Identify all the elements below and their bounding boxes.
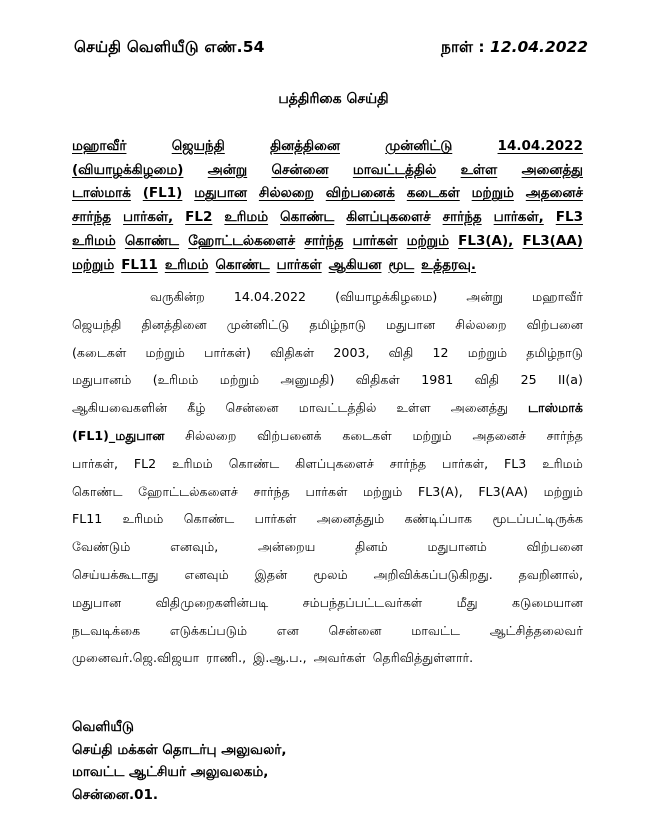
word: தினத்தினை	[270, 138, 340, 154]
word: ஆகியவைகளின்	[72, 400, 168, 416]
word: சார்ந்த	[253, 483, 290, 499]
word: பார்கள்	[352, 232, 398, 249]
word: நடவடிக்கை	[72, 622, 141, 638]
word: ஆகியன	[328, 256, 382, 273]
word: எடுக்கப்படும்	[169, 622, 248, 638]
signature-line: செய்தி மக்கள் தொடர்பு அலுவலர்,	[72, 741, 287, 758]
body-line	[72, 561, 583, 589]
word: முனைவர்.ஜெ.விஜயா	[72, 650, 200, 666]
word: கொண்ட	[215, 256, 270, 273]
word: ஹோட்டல்களைச்	[138, 483, 238, 499]
signature-block	[72, 716, 286, 806]
word: விதிகள்	[355, 372, 400, 388]
word: மதுபான	[194, 185, 247, 202]
word: பார்கள்)	[204, 344, 251, 360]
subject-line	[72, 182, 583, 206]
body-line	[72, 589, 583, 617]
body-line	[72, 339, 583, 367]
word: விற்பனை	[526, 539, 583, 555]
word: அன்று	[466, 289, 504, 304]
word: அவர்கள்	[313, 650, 366, 666]
signature-line: வெளியீடு	[72, 719, 134, 735]
word: II(a)	[557, 372, 583, 388]
word: மற்றும்	[72, 256, 115, 273]
word: FL3(AA)	[478, 483, 528, 499]
word: (வியாழக்கிழமை)	[335, 289, 438, 304]
word: தினம்	[355, 539, 388, 555]
body-line	[72, 644, 583, 672]
word: கீழ்	[187, 400, 206, 416]
word: மற்றும்	[219, 372, 260, 388]
word: டாஸ்மாக்	[528, 400, 583, 416]
body-line	[72, 366, 583, 394]
word: உரிமம்	[172, 455, 213, 471]
subject-line	[72, 159, 583, 183]
word: சென்னை	[328, 622, 382, 638]
release-number: செய்தி வெளியீடு எண்.54	[74, 38, 265, 56]
word: ஹோட்டல்களைச்	[188, 232, 296, 249]
word: ராணி.,	[206, 650, 247, 666]
word: டாஸ்மாக்	[72, 185, 131, 202]
subject-line	[72, 230, 583, 254]
word: தமிழ்நாடு	[309, 316, 366, 332]
word: கொண்ட	[124, 232, 180, 249]
body-line	[72, 450, 583, 478]
word: மீது	[456, 594, 478, 610]
word: விதி	[474, 372, 500, 388]
word: விதி	[388, 344, 414, 360]
word: மற்றும்	[145, 344, 185, 360]
word: அனைத்து	[521, 161, 583, 178]
word: எனவும்	[184, 566, 229, 582]
signature-line: மாவட்ட ஆட்சியர் அலுவலகம்,	[72, 764, 269, 780]
word: பார்கள்,	[123, 209, 174, 226]
subject-line	[72, 254, 583, 278]
word: பார்கள்,	[72, 455, 118, 471]
word: பார்கள்	[305, 483, 348, 499]
word: உரிமம்	[122, 511, 164, 527]
word: FL2	[133, 455, 157, 471]
word: எனவும்,	[170, 539, 219, 555]
subject-heading	[72, 135, 583, 277]
word: தெரிவித்துள்ளார்.	[372, 650, 474, 666]
word: மூலம்	[313, 566, 348, 582]
word: மற்றும்	[467, 344, 508, 360]
body-line	[72, 505, 583, 533]
word: (FL1)	[142, 185, 183, 202]
word: FL11	[121, 256, 158, 273]
word: மஹாவீர்	[532, 289, 583, 304]
word: விற்பனைக்	[257, 427, 322, 443]
word: சார்ந்த	[546, 427, 583, 443]
word: மதுபான	[72, 594, 122, 610]
word: 12	[432, 344, 449, 360]
word: சார்ந்த	[304, 232, 344, 249]
subject-line	[72, 135, 583, 159]
word: கொண்ட	[183, 511, 235, 527]
word: சில்லறை	[185, 427, 237, 443]
word: உள்ள	[460, 161, 498, 178]
word: சார்ந்த	[72, 209, 112, 226]
word: (உரிமம்	[152, 372, 199, 388]
word: பார்கள்,	[442, 455, 489, 471]
word: (FL1)_மதுபான	[72, 427, 165, 443]
word: சில்லறை	[455, 316, 507, 332]
word: அறிவிக்கப்படுகிறது.	[373, 566, 493, 582]
body-line	[72, 533, 583, 561]
word: மற்றும்	[543, 483, 583, 499]
date-label: நாள் :	[441, 38, 485, 56]
word: பார்கள்	[254, 511, 297, 527]
word: பார்கள்	[276, 256, 322, 273]
word: சென்னை	[271, 161, 329, 178]
word: 1981	[421, 372, 454, 388]
word: உரிமம்	[542, 455, 583, 471]
word: கொண்ட	[72, 483, 123, 499]
word: மதுபான	[386, 316, 436, 332]
word: என	[276, 622, 299, 638]
word: விற்பனைக்	[325, 185, 395, 202]
word: ஜெயந்தி	[171, 138, 225, 154]
word: FL3	[555, 209, 583, 226]
word: அதனைச்	[472, 427, 526, 443]
date-value: 12.04.2022	[490, 38, 589, 56]
word: கொண்ட	[228, 455, 280, 471]
word: அன்றைய	[257, 539, 316, 555]
body-paragraph	[72, 283, 583, 672]
release-date	[441, 38, 588, 58]
word: விற்பனை	[526, 316, 583, 332]
word: வருகின்ற	[150, 289, 205, 304]
body-line	[72, 311, 583, 339]
word: மதுபானம்	[427, 539, 487, 555]
subject-line	[72, 206, 583, 230]
word: அதனைச்	[525, 185, 583, 202]
word: தினத்தினை	[141, 316, 207, 332]
word: கடைகள்	[406, 185, 460, 202]
body-line	[72, 617, 583, 645]
word: முன்னிட்டு	[226, 316, 290, 332]
word: விதிமுறைகளின்படி	[155, 594, 269, 610]
body-line	[72, 394, 583, 422]
word: ஆட்சித்தலைவர்	[489, 622, 583, 638]
word: உரிமம்	[164, 256, 209, 273]
word: 2003,	[333, 344, 370, 360]
word: சம்பந்தப்பட்டவர்கள்	[302, 594, 423, 610]
word: மாவட்ட	[411, 622, 461, 638]
word: அனைத்தும்	[316, 511, 385, 527]
signature-line: சென்னை.01.	[72, 786, 158, 803]
word: 14.04.2022	[497, 138, 583, 154]
word: மதுபானம்	[72, 372, 132, 388]
word: FL3(A),	[418, 483, 463, 499]
word: தமிழ்நாடு	[526, 344, 583, 360]
word: FL3(A),	[458, 232, 514, 249]
word: சென்னை	[225, 400, 279, 416]
word: கிளப்புகளைச்	[346, 209, 431, 226]
body-line	[72, 283, 583, 311]
word: செய்யக்கூடாது	[72, 566, 159, 582]
word: பார்கள்,	[493, 209, 544, 226]
word: மற்றும்	[412, 427, 452, 443]
word: மாவட்டத்தில்	[352, 161, 437, 178]
word: அனுமதி)	[280, 372, 335, 388]
word: உரிமம்	[224, 209, 269, 226]
word: உள்ள	[396, 400, 431, 416]
word: வேண்டும்	[72, 539, 131, 555]
word: முன்னிட்டு	[385, 138, 453, 154]
word: உரிமம்	[72, 232, 116, 249]
word: FL11	[72, 511, 103, 527]
word: ஜெயந்தி	[72, 316, 122, 332]
word: கண்டிப்பாக	[404, 511, 473, 527]
word: இதன்	[254, 566, 288, 582]
word: மற்றும்	[471, 185, 514, 202]
word: FL3(AA)	[522, 232, 583, 249]
word: உத்தரவு.	[421, 256, 477, 273]
word: FL2	[185, 209, 213, 226]
word: 14.04.2022	[233, 289, 306, 304]
body-line	[72, 422, 583, 450]
word: தவறினால்,	[518, 566, 583, 582]
word: மஹாவீர்	[72, 138, 127, 154]
word: மூடப்பட்டிருக்க	[492, 511, 583, 527]
word: சார்ந்த	[389, 455, 427, 471]
word: மற்றும்	[406, 232, 449, 249]
word: அனைத்து	[450, 400, 508, 416]
word: FL3	[504, 455, 527, 471]
word: சார்ந்த	[442, 209, 482, 226]
word: மாவட்டத்தில்	[298, 400, 377, 416]
word: மூட	[388, 256, 415, 273]
word: சில்லறை	[258, 185, 314, 202]
word: கிளப்புகளைச்	[295, 455, 374, 471]
word: விதிகள்	[270, 344, 315, 360]
word: கடைகள்	[342, 427, 392, 443]
word: (கடைகள்	[72, 344, 127, 360]
word: மற்றும்	[363, 483, 403, 499]
body-line	[72, 478, 583, 506]
word: கொண்ட	[280, 209, 335, 226]
word: இ.ஆ.ப.,	[253, 650, 307, 666]
document-title: பத்திரிகை செய்தி	[278, 91, 389, 107]
word: (வியாழக்கிழமை)	[72, 161, 184, 178]
word: அன்று	[207, 161, 248, 178]
word: கடுமையான	[512, 594, 583, 610]
word: 25	[520, 372, 537, 388]
